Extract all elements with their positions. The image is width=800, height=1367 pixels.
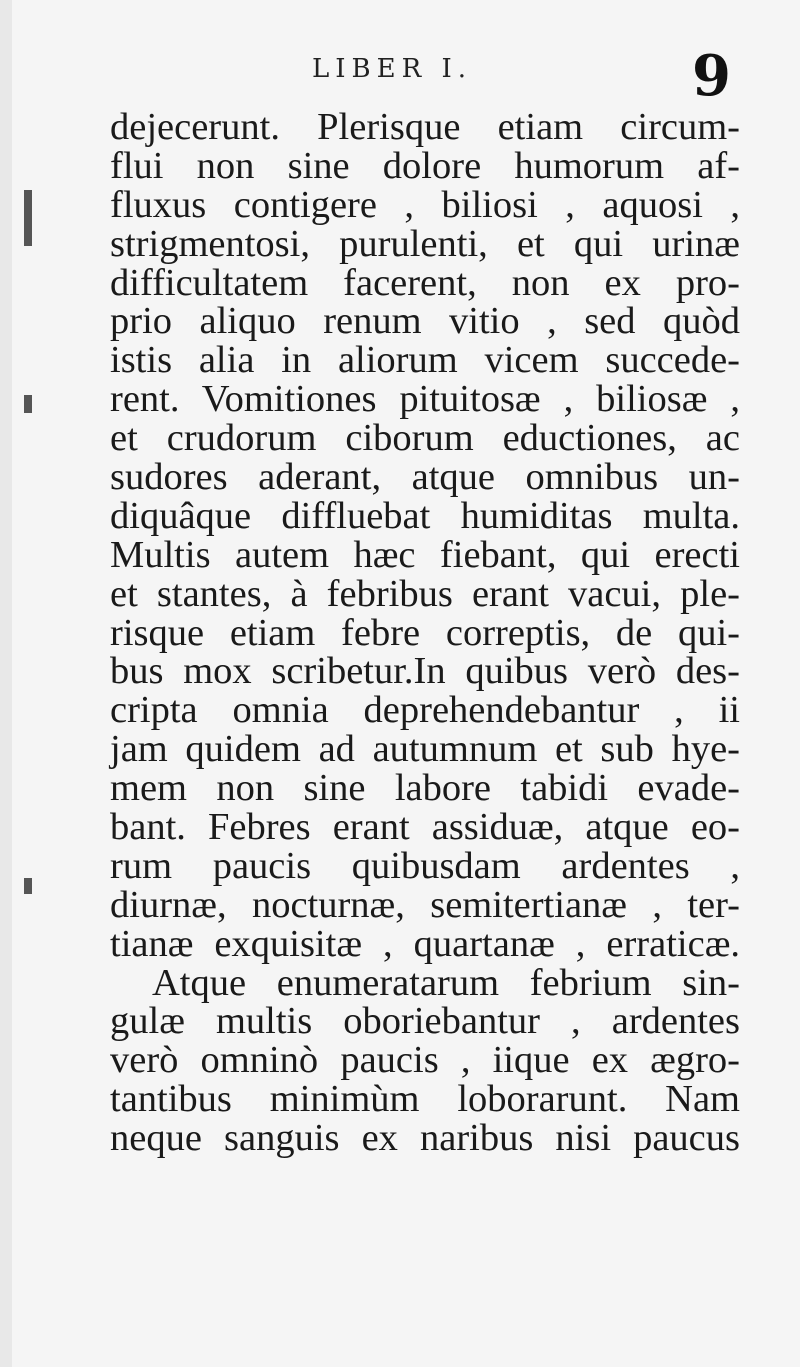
text-line: et crudorum ciborum eductiones, ac	[110, 417, 740, 460]
body-text	[110, 108, 740, 1158]
text-line: diquâque diffluebat humiditas multa.	[110, 494, 740, 537]
text-line: istis alia in aliorum vicem succede-	[110, 339, 740, 382]
text-line: dejecerunt. Plerisque etiam circum-	[110, 106, 740, 148]
left-margin-mark	[24, 190, 32, 246]
text-line: difficultatem facerent, non ex pro-	[110, 261, 740, 304]
text-line: tianæ exquisitæ , quartanæ , erraticæ.	[110, 922, 740, 965]
text-line: mem non sine labore tabidi evade-	[110, 767, 740, 810]
text-line: fluxus contigere , biliosi , aquosi ,	[110, 183, 740, 226]
text-line: tantibus minimùm loborarunt. Nam	[110, 1078, 740, 1121]
text-line-paragraph-start: Atque enumeratarum febrium sin-	[152, 961, 740, 1004]
text-line: Multis autem hæc fiebant, qui erecti	[110, 533, 740, 576]
text-line: bant. Febres erant assiduæ, atque eo-	[110, 806, 740, 849]
text-line: prio aliquo renum vitio , sed quòd	[110, 300, 740, 343]
text-line: diurnæ, nocturnæ, semitertianæ , ter-	[110, 883, 740, 926]
text-line: verò omninò paucis , iique ex ægro-	[110, 1039, 740, 1082]
text-line: cripta omnia deprehendebantur , ii	[110, 689, 740, 732]
text-line: strigmentosi, purulenti, et qui urinæ	[110, 222, 740, 265]
text-line: gulæ multis oboriebantur , ardentes	[110, 1000, 740, 1043]
text-line: flui non sine dolore humorum af-	[110, 144, 740, 187]
text-line: jam quidem ad autumnum et sub hye-	[110, 728, 740, 771]
text-line: risque etiam febre correptis, de qui-	[110, 611, 740, 654]
left-margin-mark	[24, 878, 32, 894]
text-line: et stantes, à febribus erant vacui, ple-	[110, 572, 740, 615]
text-line: neque sanguis ex naribus nisi paucus	[110, 1117, 740, 1160]
text-line: bus mox scribetur.In quibus verò des-	[110, 650, 740, 693]
page-number: 9	[692, 43, 731, 109]
left-margin-mark	[24, 395, 32, 413]
text-line: sudores aderant, atque omnibus un-	[110, 456, 740, 499]
text-line: rum paucis quibusdam ardentes ,	[110, 844, 740, 887]
running-title: LIBER I.	[312, 54, 472, 84]
text-line: rent. Vomitiones pituitosæ , biliosæ ,	[110, 378, 740, 421]
